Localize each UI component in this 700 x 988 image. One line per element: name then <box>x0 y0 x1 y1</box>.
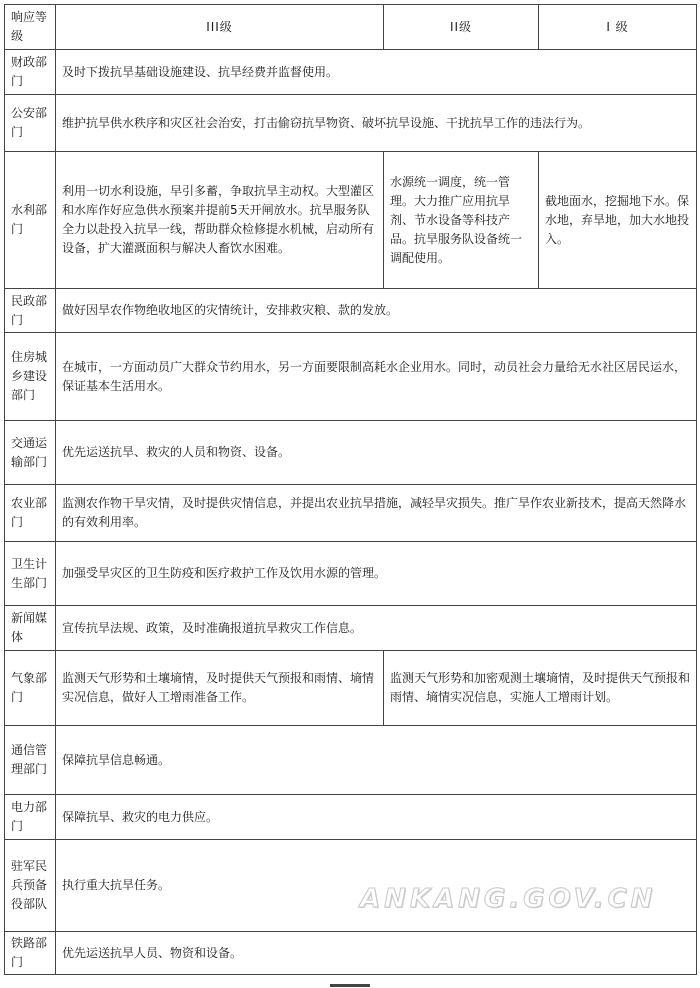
duty-water-level1: 截地面水，挖掘地下水。保水地，弃旱地，加大水地投入。 <box>539 152 697 289</box>
row-telecom <box>5 726 697 795</box>
level-2-header: II级 <box>384 5 539 50</box>
dept-public-security: 公安部门 <box>5 95 56 152</box>
duty-finance: 及时下拨抗旱基础设施建设、抗旱经费并监督使用。 <box>56 50 697 95</box>
row-water <box>5 152 697 289</box>
duty-meteorology-level12: 监测天气形势和加密观测土壤墒情，及时提供天气预报和雨情、墒情实况信息，实施人工增雨计划。 <box>384 651 697 726</box>
dept-meteorology: 气象部门 <box>5 651 56 726</box>
row-railway <box>5 932 697 975</box>
duty-transport: 优先运送抗旱、救灾的人员和物资、设备。 <box>56 421 697 485</box>
duty-public-security: 维护抗旱供水秩序和灾区社会治安，打击偷窃抗旱物资、破坏抗旱设施、干扰抗旱工作的违法行为。 <box>56 95 697 152</box>
duty-power: 保障抗旱、救灾的电力供应。 <box>56 795 697 840</box>
row-civil-affairs <box>5 289 697 333</box>
duty-water-level3: 利用一切水利设施，早引多蓄，争取抗旱主动权。大型灌区和水库作好应急供水预案并提前5天开闸放水。抗旱服务队全力以赴投入抗旱一线，帮助群众检修提水机械，启动所有设备，扩大灌溉面积与解决人畜饮水困难。 <box>56 152 384 289</box>
duty-telecom: 保障抗旱信息畅通。 <box>56 726 697 795</box>
duty-water-level2: 水源统一调度，统一管理。大力推广应用抗旱剂、节水设备等科技产品。抗旱服务队设备统一调配使用。 <box>384 152 539 289</box>
duty-housing: 在城市，一方面动员广大群众节约用水，另一方面要限制高耗水企业用水。同时，动员社会力量给无水社区居民运水，保证基本生活用水。 <box>56 333 697 421</box>
row-power <box>5 795 697 840</box>
corner-cell: 响应等级 <box>5 5 56 50</box>
row-media <box>5 606 697 651</box>
dept-railway: 铁路部门 <box>5 932 56 975</box>
dept-transport: 交通运输部门 <box>5 421 56 485</box>
dept-telecom: 通信管理部门 <box>5 726 56 795</box>
dept-finance: 财政部门 <box>5 50 56 95</box>
duty-health: 加强受旱灾区的卫生防疫和医疗救护工作及饮用水源的管理。 <box>56 542 697 606</box>
duty-media: 宣传抗旱法规、政策，及时准确报道抗旱救灾工作信息。 <box>56 606 697 651</box>
site-watermark: ANKANG.GOV.CN <box>360 884 657 914</box>
dept-power: 电力部门 <box>5 795 56 840</box>
row-housing <box>5 333 697 421</box>
duty-railway: 优先运送抗旱人员、物资和设备。 <box>56 932 697 975</box>
dept-housing: 住房城乡建设部门 <box>5 333 56 421</box>
duty-agriculture: 监测农作物干旱灾情，及时提供灾情信息，并提出农业抗旱措施，减轻旱灾损失。推广旱作农业新技术，提高天然降水的有效利用率。 <box>56 485 697 542</box>
duty-military: 执行重大抗旱任务。 <box>56 840 697 932</box>
page-bottom-mark <box>330 984 370 987</box>
dept-water: 水利部门 <box>5 152 56 289</box>
row-public-security <box>5 95 697 152</box>
dept-health: 卫生计生部门 <box>5 542 56 606</box>
dept-civil-affairs: 民政部门 <box>5 289 56 333</box>
row-agriculture <box>5 485 697 542</box>
dept-media: 新闻媒体 <box>5 606 56 651</box>
row-health <box>5 542 697 606</box>
duty-meteorology-level3: 监测天气形势和土壤墒情，及时提供天气预报和雨情、墒情实况信息，做好人工增雨准备工作。 <box>56 651 384 726</box>
row-military <box>5 840 697 932</box>
level-1-header: I 级 <box>539 5 697 50</box>
row-transport <box>5 421 697 485</box>
drought-response-table <box>4 4 697 975</box>
row-finance <box>5 50 697 95</box>
level-3-header: III级 <box>56 5 384 50</box>
dept-agriculture: 农业部门 <box>5 485 56 542</box>
duty-civil-affairs: 做好因旱农作物绝收地区的灾情统计，安排救灾粮、款的发放。 <box>56 289 697 333</box>
dept-military: 驻军民兵预备役部队 <box>5 840 56 932</box>
header-row <box>5 5 697 50</box>
row-meteorology <box>5 651 697 726</box>
